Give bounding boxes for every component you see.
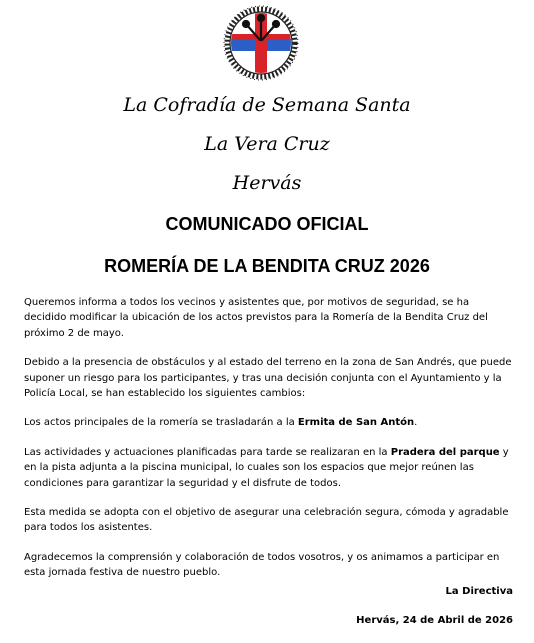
paragraph-4 [24, 445, 514, 491]
paragraph-2: Debido a la presencia de obstáculos y al estado del terreno en la zona de San Andrés, que puede suponer un riesgo para los participantes, y tras una decisión conjunta con el Ayuntamiento y la Policía Local, se han establecido los siguientes cambios: [24, 357, 512, 400]
paragraph-1: Queremos informa a todos los vecinos y asistentes que, por motivos de seguridad, se ha decidido modificar la ubicación de los actos previstos para la Romería de la Bendita Cruz del próximo 2 de mayo. [24, 297, 488, 339]
cofradia-name: La Cofradía de Semana Santa [123, 94, 411, 116]
location-ermita: Ermita de San Antón [297, 417, 415, 429]
town-name: Hervás [232, 172, 302, 194]
document-body [24, 295, 514, 595]
paragraph-6: Agradecemos la comprensión y colaboración de todos vosotros, y os animamos a participar en esta jornada festiva de nuestro pueblo. [24, 551, 500, 579]
paragraph-3-end: . [414, 417, 418, 429]
document-subtitle: ROMERÍA DE LA BENDITA CRUZ 2026 [104, 256, 430, 276]
paragraph-4-text: Las actividades y actuaciones planificadas para tarde se realizaran en la [24, 446, 391, 458]
signature: La Directiva [445, 586, 513, 597]
location-pradera: Pradera del parque [390, 446, 500, 458]
paragraph-3-text: Los actos principales de la romería se trasladarán a la [24, 417, 298, 429]
document-title: COMUNICADO OFICIAL [165, 214, 369, 234]
place-date: Hervás, 24 de Abril de 2026 [356, 615, 513, 626]
paragraph-3 [24, 415, 514, 430]
paragraph-5: Esta medida se adopta con el objetivo de asegurar una celebración segura, cómoda y agradable para todos los asistentes. [24, 507, 509, 534]
paragraph-4-end: y en la pista adjunta a la piscina municipal, lo cuales son los espacios que mejor reúnen las condiciones para garantizar la seguridad y el disfrute de todos. [24, 446, 509, 489]
cofradia-subname: La Vera Cruz [204, 133, 330, 155]
cofradia-logo-icon [222, 4, 300, 82]
